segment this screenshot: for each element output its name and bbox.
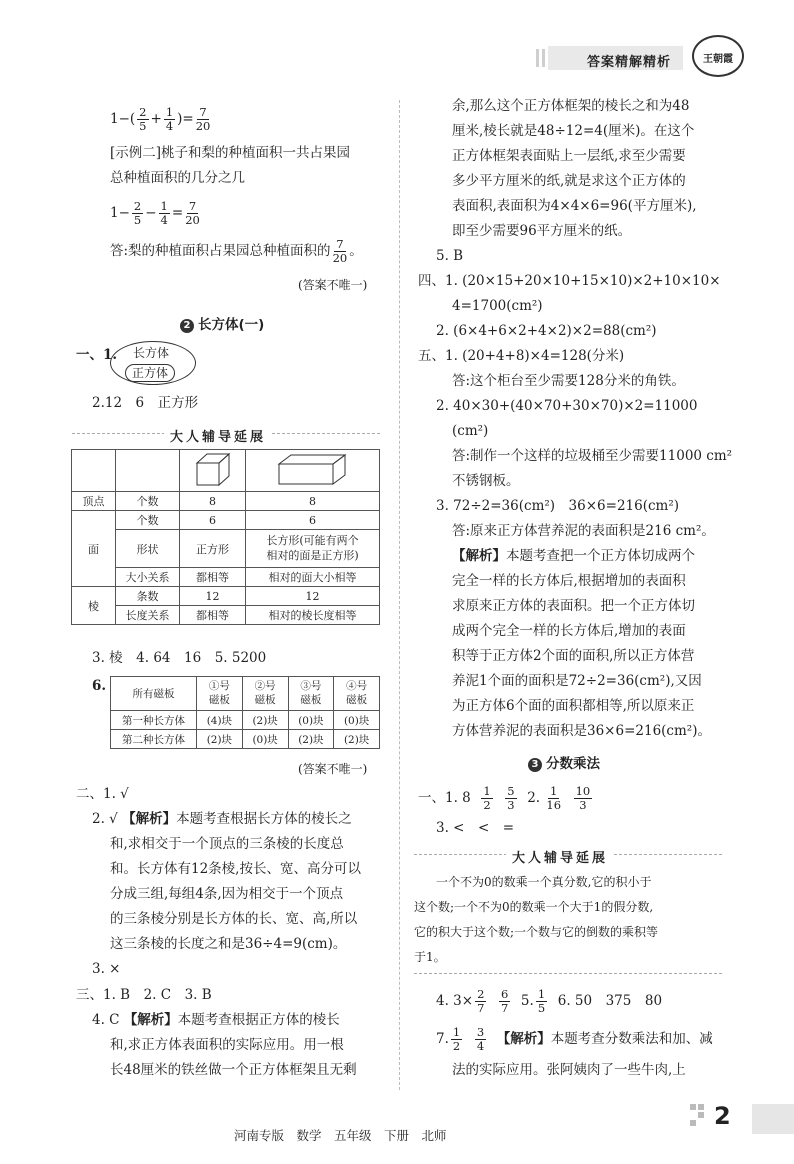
table-cell: (2)块 <box>242 711 288 730</box>
dashed-rule <box>414 973 722 974</box>
text-line: 4=1700(cm²) <box>452 298 543 314</box>
answer-line: 答:梨的种植面积占果园总种植面积的 $\frac{7}{20}$ 。 <box>110 237 363 266</box>
table-cell: (2)块 <box>197 730 243 749</box>
shape-comparison-table <box>71 449 380 625</box>
text-line: 即至少需要96平方厘米的纸。 <box>452 223 632 239</box>
answer-line: 7. $\frac{1}{2}$ $\frac{3}{4}$ 【解析】本题考查分数乘法和加、减 <box>436 1025 713 1054</box>
table-cell: 正方形 <box>180 530 246 568</box>
text-line: 一个不为0的数乘一个真分数,它的积小于 <box>436 875 652 889</box>
table-cell: 个数 <box>116 492 180 511</box>
cuboid-icon <box>273 452 353 486</box>
text-line: 正方体框架表面贴上一层纸,求至少需要 <box>452 148 686 164</box>
text-line: 它的积大于这个数;一个数与它的倒数的乘积等 <box>414 925 659 939</box>
text-line: 总种植面积的几分之几 <box>110 170 245 186</box>
answer-line: 3. 棱 4. 64 16 5. 5200 <box>92 650 267 666</box>
table-cell: 个数 <box>116 511 180 530</box>
table-cell: 条数 <box>116 587 180 606</box>
text-line: 养泥1个面的面积是72÷2=36(cm²),又因 <box>452 673 702 689</box>
text-line: 和,求正方体表面积的实际应用。用一根 <box>110 1037 344 1053</box>
answer-line: 2. √ 【解析】本题考查根据长方体的棱长之 <box>92 811 352 827</box>
table-cell: (2)块 <box>334 730 380 749</box>
text-line: 多少平方厘米的纸,就是求这个正方体的 <box>452 173 686 189</box>
answer-line: 3. × <box>92 961 121 977</box>
text-line: (cm²) <box>452 423 489 439</box>
table-cell: 6 <box>180 511 246 530</box>
venn-inner-label: 正方体 <box>125 364 175 382</box>
answer-line: 二、1. √ <box>76 786 129 802</box>
table-cell: 都相等 <box>180 606 246 625</box>
answer-line: 2.12 6 正方形 <box>92 395 199 411</box>
answer-line: 4. 3× $\frac{2}{7}$ $\frac{6}{7}$ 5. $\frac{1}{5}$ 6. 50 375 80 <box>436 987 663 1016</box>
header-stripe <box>542 49 545 67</box>
table-cell: 棱 <box>72 587 116 625</box>
text-line: 答:制作一个这样的垃圾桶至少需要11000 cm² <box>452 448 733 464</box>
text-line: 答:这个柜台至少需要128分米的角铁。 <box>452 373 685 389</box>
footer-info: 河南专版 数学 五年级 下册 北师 <box>234 1128 447 1143</box>
column-divider <box>399 100 400 1090</box>
section-number-icon: 2 <box>180 319 194 333</box>
answer-line: 四、1. (20×15+20×10+15×10)×2+10×10× <box>418 273 721 289</box>
decor-square <box>690 1104 696 1110</box>
text-line: 和。长方体有12条棱,按长、宽、高分可以 <box>110 861 361 877</box>
extension-title: 大人辅导延展 <box>164 426 272 445</box>
text-line: 为正方体6个面的面积都相等,所以原来正 <box>452 698 695 714</box>
text-line: 这个数;一个不为0的数乘一个大于1的假分数, <box>414 900 654 914</box>
extension-title: 大人辅导延展 <box>506 847 614 866</box>
table-cell: 12 <box>246 587 380 606</box>
table-cell: 8 <box>246 492 380 511</box>
answer-line: 4. C 【解析】本题考查根据正方体的棱长 <box>92 1012 340 1028</box>
section-title: 2 长方体(一) <box>180 319 264 333</box>
header-stripe <box>536 49 539 67</box>
table-cell: 8 <box>180 492 246 511</box>
text-line: [示例二]桃子和梨的种植面积一共占果园 <box>110 145 351 161</box>
text-line: 于1。 <box>414 950 446 964</box>
table-cell: 长方形(可能有两个 相对的面是正方形) <box>246 530 380 568</box>
text-line: 法的实际应用。张阿姨肉了一些牛肉,上 <box>452 1062 686 1078</box>
table-cell: 所有磁板 <box>111 677 197 711</box>
table-cell: 相对的面大小相等 <box>246 568 380 587</box>
decor-square <box>698 1112 704 1118</box>
text-line: 求原来正方体的表面积。把一个正方体切 <box>452 598 695 614</box>
table-cell: 都相等 <box>180 568 246 587</box>
section-title: 3 分数乘法 <box>528 758 600 772</box>
page-tab <box>752 1104 794 1134</box>
table-cell: 第二种长方体 <box>111 730 197 749</box>
answer-line: 2. (6×4+6×2+4×2)×2=88(cm²) <box>436 323 657 339</box>
table-cell: 面 <box>72 511 116 587</box>
note-text: (答案不唯一) <box>298 762 368 776</box>
question-label: 一、1. <box>76 347 118 363</box>
text-line: 【解析】本题考查把一个正方体切成两个 <box>452 548 695 564</box>
brand-seal-text: 王朝霞 <box>703 54 733 65</box>
table-cell: 12 <box>180 587 246 606</box>
decor-square <box>698 1104 704 1110</box>
text-line: 答:原来正方体营养泥的表面积是216 cm²。 <box>452 523 715 539</box>
answer-line: 3. < < = <box>436 820 515 836</box>
page-number: 2 <box>714 1102 731 1130</box>
table-cell: 长度关系 <box>116 606 180 625</box>
table-cell: ④号 磁板 <box>334 677 380 711</box>
text-line: 长48厘米的铁丝做一个正方体框架且无剩 <box>110 1062 357 1078</box>
table-cell: (0)块 <box>242 730 288 749</box>
answer-line: 一、1. 8 $\frac{1}{2}$ $\frac{5}{3}$ 2. $\frac{1}{16}$ $\frac{10}{3}$ <box>418 784 591 813</box>
answer-line: 3. 72÷2=36(cm²) 36×6=216(cm²) <box>436 498 680 514</box>
text-line: 方体营养泥的表面积是36×6=216(cm²)。 <box>452 723 711 739</box>
cube-icon <box>193 451 233 487</box>
table-cell: ③号 磁板 <box>288 677 334 711</box>
answer-line: 五、1. (20+4+8)×4=128(分米) <box>418 348 625 364</box>
table-cell: 相对的棱长度相等 <box>246 606 380 625</box>
question-label: 6. <box>92 678 107 694</box>
text-line: 不锈钢板。 <box>452 473 520 489</box>
table-cell: (4)块 <box>197 711 243 730</box>
table-cell: (0)块 <box>334 711 380 730</box>
answer-line: 2. 40×30+(40×70+30×70)×2=11000 <box>436 398 698 414</box>
table-cell: (0)块 <box>288 711 334 730</box>
answer-line: 5. B <box>436 248 464 264</box>
table-cell: 6 <box>246 511 380 530</box>
table-cell: 顶点 <box>72 492 116 511</box>
answer-line: 三、1. B 2. C 3. B <box>76 987 212 1003</box>
decor-square <box>690 1120 696 1126</box>
text-line: 积等于正方体2个面的面积,所以正方体营 <box>452 648 695 664</box>
section-number-icon: 3 <box>528 758 542 772</box>
text-line: 余,那么这个正方体框架的棱长之和为48 <box>452 98 690 114</box>
table-cell: 大小关系 <box>116 568 180 587</box>
text-line: 成两个完全一样的长方体后,增加的表面 <box>452 623 686 639</box>
text-line: 这三条棱的长度之和是36÷4=9(cm)。 <box>110 936 347 952</box>
note-text: (答案不唯一) <box>298 278 368 292</box>
text-line: 的三条棱分别是长方体的长、宽、高,所以 <box>110 911 358 927</box>
text-line: 完全一样的长方体后,根据增加的表面积 <box>452 573 686 589</box>
table-cell: 第一种长方体 <box>111 711 197 730</box>
text-line: 厘米,棱长就是48÷12=4(厘米)。在这个 <box>452 123 695 139</box>
table-cell: (2)块 <box>288 730 334 749</box>
equation-line: 1−( $\frac{2}{5}$ + $\frac{1}{4}$ )= $\frac{7}{20}$ <box>110 105 211 134</box>
text-line: 和,求相交于一个顶点的三条棱的长度总 <box>110 836 344 852</box>
magnet-board-table <box>110 676 380 749</box>
text-line: 分成三组,每组4条,因为相交于一个顶点 <box>110 886 344 902</box>
table-cell: ②号 磁板 <box>242 677 288 711</box>
table-cell: ①号 磁板 <box>197 677 243 711</box>
table-cell: 形状 <box>116 530 180 568</box>
equation-line: 1− $\frac{2}{5}$ − $\frac{1}{4}$ = $\frac{7}{20}$ <box>110 199 200 228</box>
text-line: 表面积,表面积为4×4×6=96(平方厘米), <box>452 198 697 214</box>
venn-outer-label: 长方体 <box>133 346 170 360</box>
header-title: 答案精解精析 <box>587 55 672 70</box>
